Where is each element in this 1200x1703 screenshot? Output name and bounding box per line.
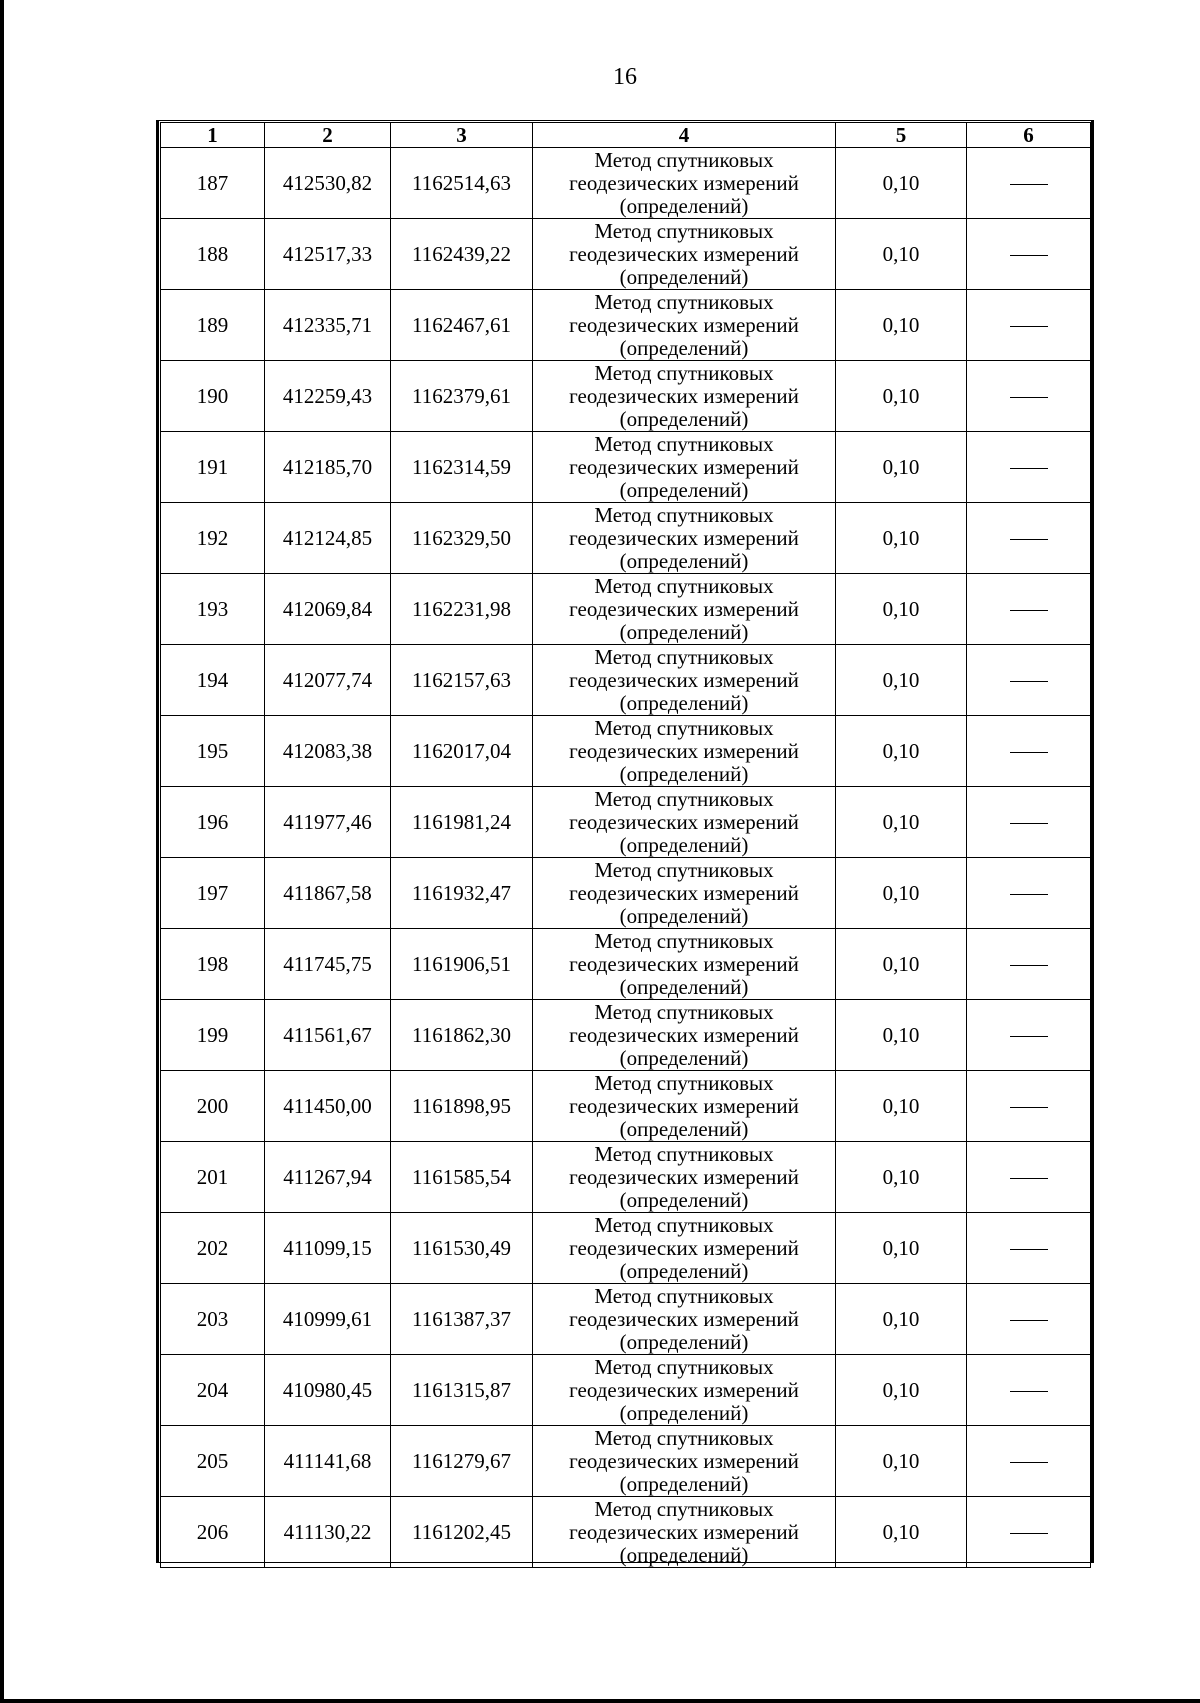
point-number-cell: 189	[161, 290, 265, 361]
dash-mark	[1010, 965, 1048, 966]
x-coordinate-cell: 412077,74	[265, 645, 391, 716]
accuracy-cell: 0,10	[836, 1000, 967, 1071]
table-row	[161, 432, 1091, 503]
note-cell	[967, 1000, 1091, 1071]
y-coordinate-cell: 1162231,98	[391, 574, 533, 645]
x-coordinate-cell: 411450,00	[265, 1071, 391, 1142]
y-coordinate-cell: 1161981,24	[391, 787, 533, 858]
point-number-cell: 203	[161, 1284, 265, 1355]
column-header: 2	[265, 123, 391, 148]
accuracy-cell: 0,10	[836, 1497, 967, 1568]
y-coordinate-cell: 1162329,50	[391, 503, 533, 574]
note-cell	[967, 1213, 1091, 1284]
column-header: 1	[161, 123, 265, 148]
x-coordinate-cell: 411099,15	[265, 1213, 391, 1284]
y-coordinate-cell: 1161906,51	[391, 929, 533, 1000]
point-number-cell: 195	[161, 716, 265, 787]
note-cell	[967, 290, 1091, 361]
table-row	[161, 645, 1091, 716]
table-row	[161, 1497, 1091, 1568]
accuracy-cell: 0,10	[836, 787, 967, 858]
accuracy-cell: 0,10	[836, 1284, 967, 1355]
table-row	[161, 1071, 1091, 1142]
point-number-cell: 196	[161, 787, 265, 858]
x-coordinate-cell: 412069,84	[265, 574, 391, 645]
column-header: 4	[533, 123, 836, 148]
accuracy-cell: 0,10	[836, 290, 967, 361]
dash-mark	[1010, 539, 1048, 540]
y-coordinate-cell: 1162314,59	[391, 432, 533, 503]
note-cell	[967, 148, 1091, 219]
note-cell	[967, 574, 1091, 645]
table-row	[161, 1426, 1091, 1497]
accuracy-cell: 0,10	[836, 1142, 967, 1213]
x-coordinate-cell: 410980,45	[265, 1355, 391, 1426]
table-row	[161, 290, 1091, 361]
note-cell	[967, 1497, 1091, 1568]
table-row	[161, 787, 1091, 858]
dash-mark	[1010, 752, 1048, 753]
dash-mark	[1010, 1533, 1048, 1534]
column-header: 6	[967, 123, 1091, 148]
note-cell	[967, 1355, 1091, 1426]
accuracy-cell: 0,10	[836, 645, 967, 716]
accuracy-cell: 0,10	[836, 716, 967, 787]
note-cell	[967, 1284, 1091, 1355]
dash-mark	[1010, 681, 1048, 682]
x-coordinate-cell: 412185,70	[265, 432, 391, 503]
table-row	[161, 858, 1091, 929]
accuracy-cell: 0,10	[836, 148, 967, 219]
table-row	[161, 1284, 1091, 1355]
point-number-cell: 198	[161, 929, 265, 1000]
point-number-cell: 188	[161, 219, 265, 290]
table-row	[161, 1142, 1091, 1213]
dash-mark	[1010, 610, 1048, 611]
point-number-cell: 201	[161, 1142, 265, 1213]
method-cell: Метод спутниковых геодезических измерений (определений)	[533, 1426, 836, 1497]
method-cell: Метод спутниковых геодезических измерений (определений)	[533, 361, 836, 432]
y-coordinate-cell: 1162157,63	[391, 645, 533, 716]
coordinates-table	[160, 122, 1091, 1568]
point-number-cell: 197	[161, 858, 265, 929]
table-body	[161, 148, 1091, 1568]
table-row	[161, 716, 1091, 787]
table-row	[161, 1000, 1091, 1071]
x-coordinate-cell: 411141,68	[265, 1426, 391, 1497]
x-coordinate-cell: 411977,46	[265, 787, 391, 858]
y-coordinate-cell: 1162379,61	[391, 361, 533, 432]
dash-mark	[1010, 1036, 1048, 1037]
method-cell: Метод спутниковых геодезических измерений (определений)	[533, 1071, 836, 1142]
method-cell: Метод спутниковых геодезических измерений (определений)	[533, 1284, 836, 1355]
dash-mark	[1010, 326, 1048, 327]
method-cell: Метод спутниковых геодезических измерений (определений)	[533, 858, 836, 929]
dash-mark	[1010, 1249, 1048, 1250]
y-coordinate-cell: 1161279,67	[391, 1426, 533, 1497]
point-number-cell: 204	[161, 1355, 265, 1426]
accuracy-cell: 0,10	[836, 361, 967, 432]
method-cell: Метод спутниковых геодезических измерений (определений)	[533, 1355, 836, 1426]
coordinates-table-frame	[156, 120, 1094, 1567]
accuracy-cell: 0,10	[836, 858, 967, 929]
dash-mark	[1010, 1178, 1048, 1179]
point-number-cell: 194	[161, 645, 265, 716]
method-cell: Метод спутниковых геодезических измерений (определений)	[533, 148, 836, 219]
x-coordinate-cell: 411745,75	[265, 929, 391, 1000]
method-cell: Метод спутниковых геодезических измерений (определений)	[533, 1213, 836, 1284]
table-row	[161, 1355, 1091, 1426]
x-coordinate-cell: 411561,67	[265, 1000, 391, 1071]
x-coordinate-cell: 411130,22	[265, 1497, 391, 1568]
y-coordinate-cell: 1161898,95	[391, 1071, 533, 1142]
x-coordinate-cell: 411267,94	[265, 1142, 391, 1213]
note-cell	[967, 787, 1091, 858]
method-cell: Метод спутниковых геодезических измерений (определений)	[533, 787, 836, 858]
accuracy-cell: 0,10	[836, 219, 967, 290]
accuracy-cell: 0,10	[836, 432, 967, 503]
method-cell: Метод спутниковых геодезических измерений (определений)	[533, 574, 836, 645]
scan-edge-bottom	[0, 1699, 1200, 1703]
accuracy-cell: 0,10	[836, 1355, 967, 1426]
dash-mark	[1010, 397, 1048, 398]
x-coordinate-cell: 412083,38	[265, 716, 391, 787]
method-cell: Метод спутниковых геодезических измерений (определений)	[533, 1142, 836, 1213]
point-number-cell: 202	[161, 1213, 265, 1284]
note-cell	[967, 1142, 1091, 1213]
y-coordinate-cell: 1162514,63	[391, 148, 533, 219]
x-coordinate-cell: 410999,61	[265, 1284, 391, 1355]
method-cell: Метод спутниковых геодезических измерений (определений)	[533, 290, 836, 361]
y-coordinate-cell: 1161530,49	[391, 1213, 533, 1284]
y-coordinate-cell: 1162017,04	[391, 716, 533, 787]
dash-mark	[1010, 184, 1048, 185]
table-row	[161, 574, 1091, 645]
note-cell	[967, 1426, 1091, 1497]
note-cell	[967, 503, 1091, 574]
accuracy-cell: 0,10	[836, 929, 967, 1000]
y-coordinate-cell: 1161585,54	[391, 1142, 533, 1213]
point-number-cell: 206	[161, 1497, 265, 1568]
y-coordinate-cell: 1161932,47	[391, 858, 533, 929]
y-coordinate-cell: 1162467,61	[391, 290, 533, 361]
table-row	[161, 929, 1091, 1000]
accuracy-cell: 0,10	[836, 503, 967, 574]
note-cell	[967, 929, 1091, 1000]
table-row	[161, 503, 1091, 574]
method-cell: Метод спутниковых геодезических измерений (определений)	[533, 716, 836, 787]
table-header-row	[161, 123, 1091, 148]
note-cell	[967, 1071, 1091, 1142]
method-cell: Метод спутниковых геодезических измерений (определений)	[533, 1000, 836, 1071]
point-number-cell: 187	[161, 148, 265, 219]
method-cell: Метод спутниковых геодезических измерений (определений)	[533, 503, 836, 574]
column-header: 3	[391, 123, 533, 148]
method-cell: Метод спутниковых геодезических измерений (определений)	[533, 1497, 836, 1568]
point-number-cell: 200	[161, 1071, 265, 1142]
x-coordinate-cell: 412517,33	[265, 219, 391, 290]
accuracy-cell: 0,10	[836, 1426, 967, 1497]
method-cell: Метод спутниковых геодезических измерений (определений)	[533, 645, 836, 716]
scan-edge-left	[0, 0, 4, 1703]
point-number-cell: 205	[161, 1426, 265, 1497]
table-row	[161, 1213, 1091, 1284]
point-number-cell: 190	[161, 361, 265, 432]
point-number-cell: 199	[161, 1000, 265, 1071]
dash-mark	[1010, 1462, 1048, 1463]
x-coordinate-cell: 412530,82	[265, 148, 391, 219]
point-number-cell: 193	[161, 574, 265, 645]
y-coordinate-cell: 1161387,37	[391, 1284, 533, 1355]
dash-mark	[1010, 1107, 1048, 1108]
y-coordinate-cell: 1161202,45	[391, 1497, 533, 1568]
note-cell	[967, 219, 1091, 290]
table-row	[161, 219, 1091, 290]
dash-mark	[1010, 823, 1048, 824]
table-row	[161, 148, 1091, 219]
point-number-cell: 191	[161, 432, 265, 503]
table-row	[161, 361, 1091, 432]
y-coordinate-cell: 1161862,30	[391, 1000, 533, 1071]
note-cell	[967, 645, 1091, 716]
method-cell: Метод спутниковых геодезических измерений (определений)	[533, 432, 836, 503]
dash-mark	[1010, 255, 1048, 256]
method-cell: Метод спутниковых геодезических измерений (определений)	[533, 929, 836, 1000]
method-cell: Метод спутниковых геодезических измерений (определений)	[533, 219, 836, 290]
x-coordinate-cell: 412335,71	[265, 290, 391, 361]
accuracy-cell: 0,10	[836, 574, 967, 645]
y-coordinate-cell: 1162439,22	[391, 219, 533, 290]
x-coordinate-cell: 411867,58	[265, 858, 391, 929]
page-number: 16	[613, 64, 637, 90]
x-coordinate-cell: 412259,43	[265, 361, 391, 432]
dash-mark	[1010, 468, 1048, 469]
dash-mark	[1010, 1320, 1048, 1321]
note-cell	[967, 361, 1091, 432]
note-cell	[967, 858, 1091, 929]
accuracy-cell: 0,10	[836, 1071, 967, 1142]
accuracy-cell: 0,10	[836, 1213, 967, 1284]
column-header: 5	[836, 123, 967, 148]
dash-mark	[1010, 1391, 1048, 1392]
x-coordinate-cell: 412124,85	[265, 503, 391, 574]
note-cell	[967, 432, 1091, 503]
point-number-cell: 192	[161, 503, 265, 574]
y-coordinate-cell: 1161315,87	[391, 1355, 533, 1426]
note-cell	[967, 716, 1091, 787]
dash-mark	[1010, 894, 1048, 895]
